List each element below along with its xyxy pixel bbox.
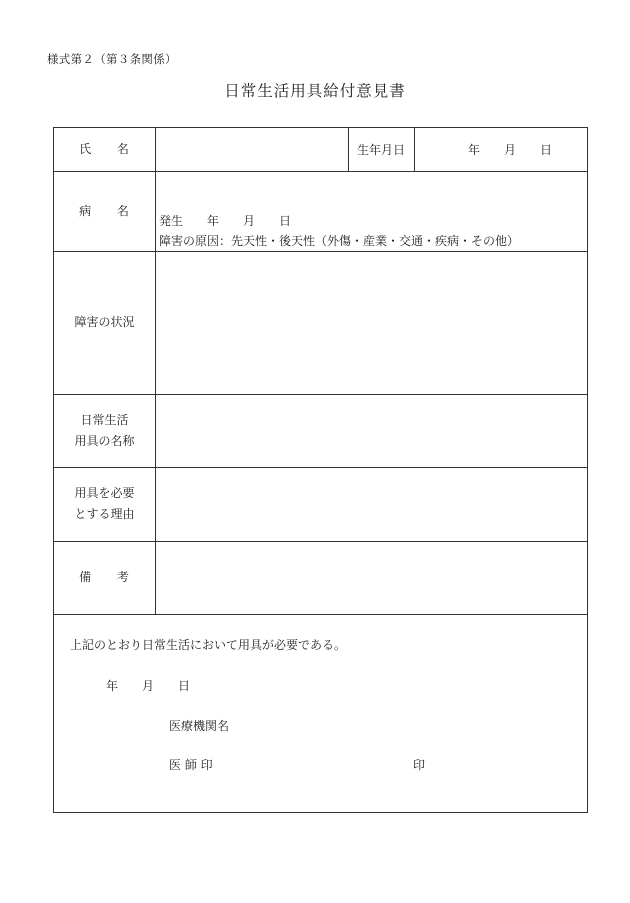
row-divider — [54, 614, 587, 615]
disability-cause: 障害の原因：先天性・後天性（外傷・産業・交通・疾病・その他） — [159, 234, 520, 248]
name-label: 氏 名 — [79, 142, 140, 156]
row-divider — [54, 467, 587, 468]
row-divider — [54, 394, 587, 395]
reason-label-line2: とする理由 — [74, 507, 135, 521]
disease-label: 病 名 — [79, 204, 140, 218]
equipment-label-line2: 用具の名称 — [74, 434, 135, 448]
medical-institution-label: 医療機関名 — [169, 719, 230, 733]
column-divider — [414, 128, 415, 171]
remarks-field[interactable] — [164, 547, 584, 609]
name-field[interactable] — [164, 128, 346, 170]
form-table — [53, 127, 588, 813]
seal-mark: 印 — [413, 758, 426, 772]
onset-date[interactable]: 発生 年 月 日 — [159, 214, 292, 228]
row-divider — [54, 541, 587, 542]
row-divider — [54, 251, 587, 252]
condition-field[interactable] — [164, 256, 584, 390]
document-title: 日常生活用具給付意見書 — [224, 82, 406, 100]
necessity-statement: 上記のとおり日常生活において用具が必要である。 — [70, 638, 347, 652]
form-number: 様式第２（第３条関係） — [47, 52, 177, 66]
reason-field[interactable] — [164, 473, 584, 535]
remarks-label: 備 考 — [79, 570, 140, 584]
birth-date-field[interactable]: 年 月 日 — [468, 143, 553, 157]
equipment-name-field[interactable] — [164, 400, 584, 462]
column-divider — [155, 128, 156, 614]
condition-label: 障害の状況 — [74, 315, 135, 329]
issue-date[interactable]: 年 月 日 — [106, 679, 191, 693]
doctor-label: 医 師 印 — [169, 758, 213, 772]
reason-label-line1: 用具を必要 — [74, 486, 135, 500]
row-divider — [54, 171, 587, 172]
equipment-label-line1: 日常生活 — [80, 413, 129, 427]
birth-date-label: 生年月日 — [356, 143, 405, 157]
